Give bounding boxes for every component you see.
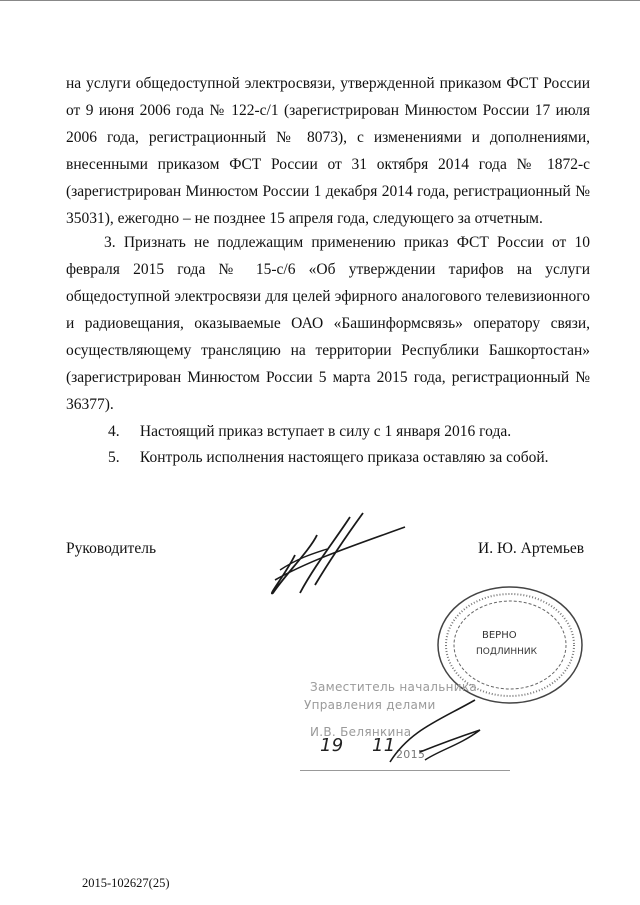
seal-word-2: ПОДЛИННИК	[476, 647, 538, 657]
item-3-block	[66, 229, 590, 418]
paragraph-continued: на услуги общедоступной электросвязи, утвержденной приказом ФСТ России от 9 июня 2006 года № 122-с/1 (зарегистрирован Минюстом России 17 июля 2006 года, регистрационный № 8073), с изменениями и дополнениями, внесенными приказом ФСТ России от 31 октября 2014 года № 1872-с (зарегистрирован Минюстом России 1 декабря 2014 года, регистрационный № 35031), ежегодно – не позднее 15 апреля года, следующего за отчетным.	[66, 75, 590, 227]
stamp-date-month: 11	[372, 735, 396, 756]
item-4-text: Настоящий приказ вступает в силу с 1 января 2016 года.	[139, 423, 512, 440]
stamp-initials-signature	[380, 690, 490, 770]
item-5-number: 5.	[108, 449, 120, 466]
item-5-text: Контроль исполнения настоящего приказа оставляю за собой.	[139, 449, 549, 466]
stamp-date-year: 2015	[396, 748, 426, 761]
item-4	[108, 421, 511, 443]
item-4-number: 4.	[108, 423, 120, 440]
stamp-line-3: И.В. Белянкина	[310, 725, 412, 739]
stamp-line-2: Управления делами	[304, 698, 436, 712]
signer-name: И. Ю. Артемьев	[478, 540, 585, 557]
signer-position: Руководитель	[66, 540, 157, 557]
top-border	[0, 0, 640, 1]
seal-word-1: ВЕРНО	[482, 630, 517, 641]
stamp-date-day: 19	[320, 735, 344, 756]
stamp-line-1: Заместитель начальника	[310, 680, 478, 694]
certification-stamp	[290, 580, 610, 790]
document-code: 2015-102627(25)	[82, 876, 170, 890]
item-3: 3. Признать не подлежащим применению приказ ФСТ России от 10 февраля 2015 года № 15-с/6 «Об утверждении тарифов на услуги общедоступной электросвязи для целей эфирного аналогового телевизионного и радиовещания, оказываемые ОАО «Башинформсвязь» оператору связи, осуществляющему трансляцию на территории Республики Башкортостан» (зарегистрирован Минюстом России 5 марта 2015 года, регистрационный № 36377).	[66, 234, 590, 413]
item-5	[108, 447, 549, 469]
paragraph-continued-block	[66, 70, 590, 232]
